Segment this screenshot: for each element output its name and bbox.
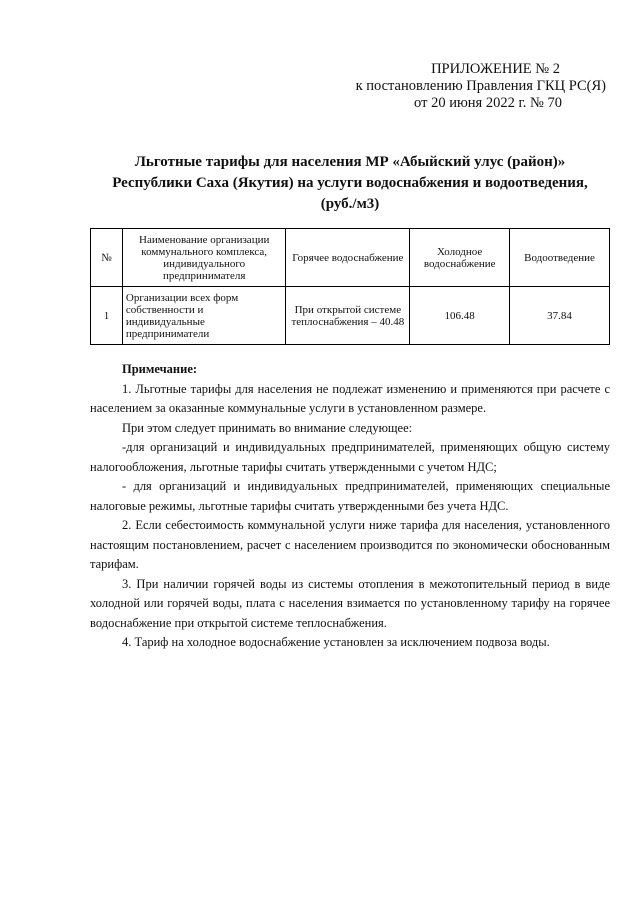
appendix-date: от 20 июня 2022 г. № 70: [414, 95, 562, 111]
note-paragraph-5: 2. Если себестоимость коммунальной услуги ниже тарифа для населения, установленного настоящим постановлением, расчет с населением производится по экономически обоснованным тарифам.: [90, 518, 610, 571]
header-organization: Наименование организации коммунального комплекса, индивидуального предпринимателя: [122, 229, 286, 287]
cell-number: 1: [91, 287, 123, 345]
cell-hot-water: При открытой системе теплоснабжения – 40.48: [286, 287, 410, 345]
table-header-row: [91, 229, 610, 287]
document-title: [90, 152, 610, 215]
note-paragraph-7: 4. Тариф на холодное водоснабжение установлен за исключением подвоза воды.: [122, 635, 550, 649]
cell-cold-water: 106.48: [410, 287, 510, 345]
note-paragraph-3: -для организаций и индивидуальных предпринимателей, применяющих общую систему налогообложения, льготные тарифы считать утвержденными с учетом НДС;: [90, 440, 610, 474]
note-paragraph-1: 1. Льготные тарифы для населения не подлежат изменению и применяются при расчете с населением за оказанные коммунальные услуги в установленном размере.: [90, 381, 610, 415]
title-line-3: (руб./м3): [320, 196, 380, 212]
notes-title: Примечание:: [122, 362, 198, 376]
title-line-1: Льготные тарифы для населения МР «Абыйский улус (район)»: [134, 154, 566, 170]
header-cold-water: Холодное водоснабжение: [410, 229, 510, 287]
appendix-number: ПРИЛОЖЕНИЕ № 2: [431, 61, 560, 77]
appendix-resolution: к постановлению Правления ГКЦ РС(Я): [355, 78, 606, 94]
cell-organization: Организации всех форм собственности и индивидуальные предприниматели: [122, 287, 286, 345]
header-hot-water: Горячее водоснабжение: [286, 229, 410, 287]
tariff-table: [90, 228, 610, 345]
notes-section: [90, 360, 610, 653]
header-number: №: [91, 229, 123, 287]
appendix-header: [306, 61, 606, 112]
note-paragraph-6: 3. При наличии горячей воды из системы отопления в межотопительный период в виде холодной или горячей воды, плата с населения взимается по установленному тарифу на горячее водоснабжение при открытой системе теплоснабжения.: [90, 576, 610, 630]
header-sewerage: Водоотведение: [510, 229, 610, 287]
title-line-2: Республики Саха (Якутия) на услуги водоснабжения и водоотведения,: [112, 175, 588, 191]
table-row: [91, 287, 610, 345]
note-paragraph-2: При этом следует принимать во внимание следующее:: [122, 420, 413, 435]
cell-sewerage: 37.84: [510, 287, 610, 345]
note-paragraph-4: - для организаций и индивидуальных предпринимателей, применяющих специальные налоговые режимы, льготные тарифы считать утвержденными без учета НДС.: [90, 479, 610, 513]
